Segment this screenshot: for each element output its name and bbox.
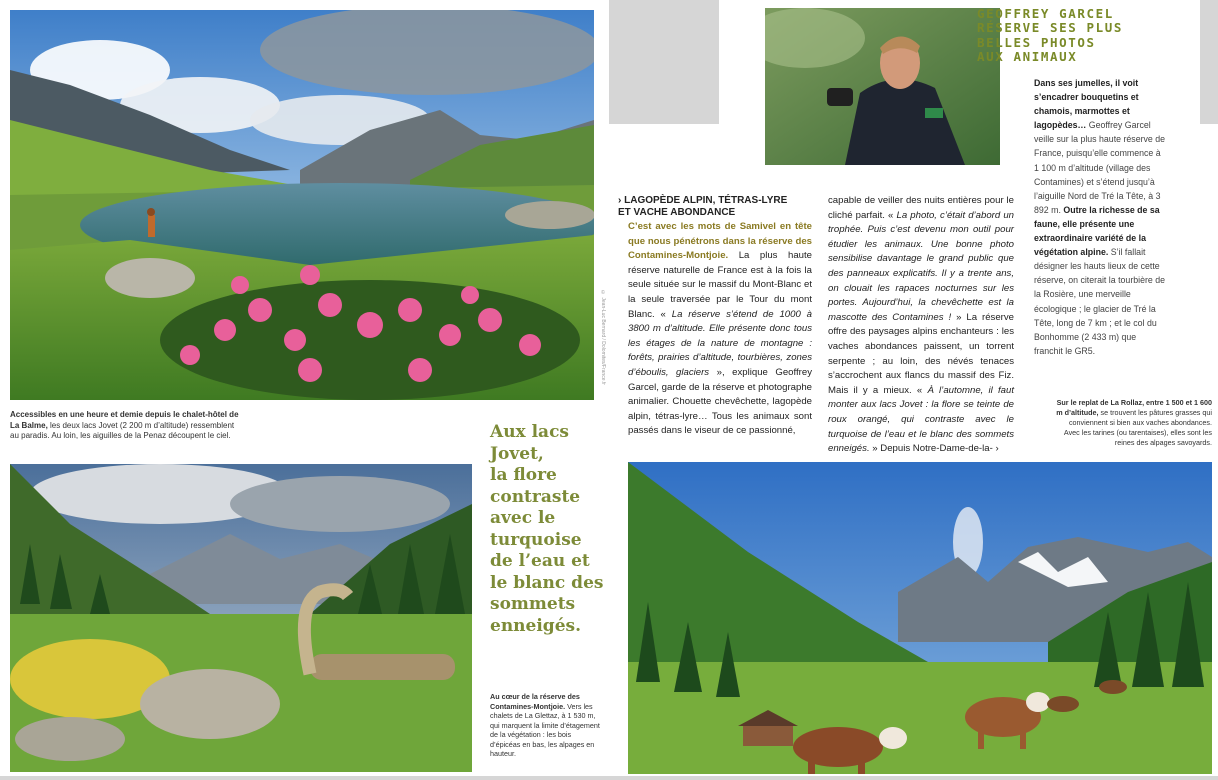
portrait-photo bbox=[765, 8, 1000, 165]
sidebar-text bbox=[1034, 76, 1166, 358]
pull-quote-line: turquoise bbox=[490, 529, 582, 550]
caption-top-text: les deux lacs Jovet (2 200 m d’altitude) ressemblent au paradis. Au loin, les aiguilles de la Penaz découpent le ciel. bbox=[10, 420, 235, 440]
headline-line: GEOFFREY GARCEL bbox=[977, 6, 1114, 21]
gutter-band-top bbox=[609, 0, 719, 124]
pull-quote-line: la flore bbox=[490, 465, 557, 485]
caption-right-text: se trouvent les pâtures grasses qui conviennent si bien aux vaches abondances. Avec les tarines (ou tarentaises), elles sont les reines des alpages savoyards. bbox=[1063, 408, 1212, 447]
pull-quote-line: sommets bbox=[490, 594, 576, 614]
col2-text-1: capable de veiller des nuits entières pour le cliché parfait. « bbox=[828, 195, 1014, 221]
sidebar-text-1: Geoffrey Garcel veille sur la plus haute réserve de France, puisqu’elle commence à 1 100 m d’altitude (village des Contamines) et s’étend jusqu’à l’aiguille Nord de Tré la Tête, à 3 892 m. bbox=[1034, 120, 1166, 215]
pull-quote-line: de l’eau et bbox=[490, 551, 590, 571]
col2-text-3: » Depuis Notre-Dame-de-la- › bbox=[869, 443, 999, 455]
lead-paragraph: C’est avec les mots de Samivel en tête que nous pénétrons dans la réserve des Contamines-Montjoie. bbox=[628, 221, 812, 262]
caption-top-bold: Accessibles en une heure et demie depuis le chalet-hôtel de La Balme, bbox=[10, 410, 239, 430]
caption-top bbox=[10, 410, 240, 442]
headline-line: AUX ANIMAUX bbox=[977, 49, 1078, 65]
pull-quote-line: contraste bbox=[490, 486, 581, 507]
pull-quote bbox=[490, 422, 610, 637]
kicker-line: › LAGOPÈDE ALPIN, TÉTRAS-LYRE bbox=[618, 195, 788, 206]
headline-line: RÉSERVE SES PLUS bbox=[977, 20, 1124, 36]
pull-quote-line: Aux lacs bbox=[490, 422, 569, 442]
bottom-edge-band bbox=[0, 776, 1218, 780]
body-column-1 bbox=[628, 220, 812, 439]
col1-text-2: », explique Geoffrey Garcel, garde de la réserve et photographe animalier. Chouette chevêchette, lagopède alpin, tétras-lyre… Tous les animaux sont passés dans le viseur de ce passionné, bbox=[628, 366, 812, 437]
col1-text-1: La plus haute réserve naturelle de France est à la fois la seule située sur le massif du Mont-Blanc et la seule traversée par le Tour du mont Blanc. « bbox=[628, 250, 812, 320]
kicker-line: ET VACHE ABONDANCE bbox=[618, 207, 736, 218]
pull-quote-line: avec le bbox=[490, 508, 556, 528]
pasture-photo bbox=[628, 462, 1212, 774]
article-headline bbox=[977, 7, 1177, 65]
body-column-2 bbox=[828, 194, 1014, 457]
col2-quote-1: La photo, c’était d’abord un trophée. Puis c’est devenu mon outil pour étudier les animaux. Une bonne photo sensibilise davantage le grand public que des panneaux explicatifs. Il y a trente ans, on clouait les rapaces nocturnes sur les portes. Aujourd’hui, la chevêchette est la mascotte des Contamines ! bbox=[828, 209, 1014, 323]
right-edge-band bbox=[1200, 0, 1218, 124]
sidebar-bold-1: Dans ses jumelles, il voit s’encadrer bouquetins et chamois, marmottes et lagopèdes… bbox=[1034, 78, 1139, 131]
sidebar-bold-2: Outre la richesse de sa faune, elle présente une extraordinaire variété de la végétation alpine. bbox=[1034, 204, 1160, 258]
pull-quote-line: le blanc des bbox=[490, 572, 604, 593]
col2-text-2: » La réserve offre des paysages alpins enchanteurs : les vaches abondances paissent, un torrent serpente ; au loin, des névés tenaces s’accrochent aux flancs du massif des Fiz. Mais il y a mieux. « bbox=[828, 311, 1014, 396]
pull-quote-line: enneigés. bbox=[490, 615, 582, 636]
valley-photo bbox=[10, 464, 472, 772]
headline-line: BELLES PHOTOS bbox=[977, 34, 1096, 50]
col1-quote-1: La réserve s’étend de 1000 à 3800 m d’altitude. Elle présente donc tous les étages de la nature de montagne : forêts, prairies d’altitude, tourbières, zones d’éboulis, glaciers bbox=[628, 308, 812, 378]
col2-quote-2: À l’automne, il faut monter aux lacs Jovet : la flore se teinte de roux orangé, qui contraste avec le turquoise de l’eau et le blanc des sommets enneigés. bbox=[828, 384, 1014, 455]
photo-credit: © Jean-Luc Bernard / Dolomites/France.fr bbox=[600, 290, 606, 385]
caption-right bbox=[1052, 398, 1212, 448]
pull-quote-line: Jovet, bbox=[490, 443, 544, 464]
caption-bottom-text: Vers les chalets de La Glettaz, à 1 530 m, qui marquent la limite d’étagement de la végétation : les bois d’épicéas en bas, les alpages en hauteur. bbox=[490, 701, 600, 758]
lake-photo bbox=[10, 10, 594, 400]
caption-right-bold: Sur le replat de La Rollaz, entre 1 500 et 1 600 m d’altitude, bbox=[1056, 398, 1212, 417]
section-kicker bbox=[618, 195, 818, 219]
sidebar-text-2: S’il fallait désigner les hauts lieux de cette réserve, on citerait la tourbière de la Rosière, une merveille écologique ; le glacier de Tré la Tête, long de 7 km ; et le col du Bonhomme (2 433 m) que franchit le GR5. bbox=[1034, 247, 1166, 356]
caption-bottom bbox=[490, 692, 600, 759]
caption-bottom-bold: Au cœur de la réserve des Contamines-Montjoie. bbox=[490, 692, 580, 711]
